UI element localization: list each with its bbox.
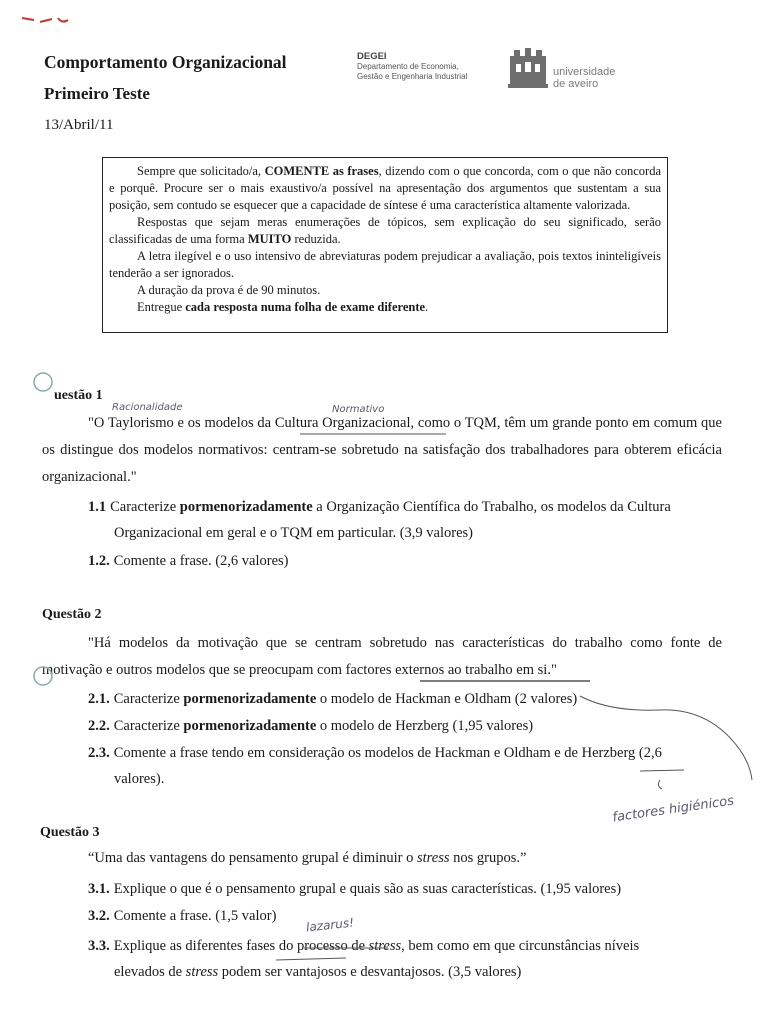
course-title: Comportamento Organizacional — [44, 52, 287, 72]
university-name — [553, 66, 615, 90]
item-text: Explique o que é o pensamento grupal e quais são as suas características. (1,95 valores) — [113, 881, 622, 897]
instruction-text: Entregue — [137, 300, 186, 314]
item-number: 3.3. — [88, 938, 110, 954]
item-text: a Organização Científica do Trabalho, os modelos da Cultura — [312, 499, 671, 515]
instruction-paragraph-4: A duração da prova é de 90 minutos. — [137, 283, 321, 297]
department-line-1: Departamento de Economia, — [357, 62, 459, 71]
item-text: , bem como em que circunstâncias níveis — [401, 938, 640, 954]
instruction-text: . — [425, 300, 429, 314]
question-1-item-2 — [88, 548, 724, 574]
item-number: 2.2. — [88, 718, 110, 734]
item-emphasis: pormenorizadamente — [183, 691, 317, 707]
instruction-text: , dizendo com o que concorda, com o que não concorda e porquê. Procure ser o mais exaustivo/a possível na apresentação dos argumentos que sustentam a sua posição, sem contudo se esquecer que a capacidade de síntese é uma característica altamente valorizada. — [109, 164, 661, 212]
instruction-text: Respostas que sejam meras enumerações de tópicos, sem explicação do seu significado, serão classificadas de uma forma — [109, 215, 661, 246]
item-number: 3.1. — [88, 881, 110, 897]
question-1-heading: uestão 1 — [54, 388, 103, 403]
instructions-box — [102, 157, 668, 333]
handwritten-note-1: Racionalidade — [112, 402, 183, 413]
instruction-paragraph-3: A letra ilegível e o uso intensivo de abreviaturas podem prejudicar a avaliação, pois textos ininteligíveis tenderão a ser ignorados. — [109, 249, 661, 280]
question-2-item-3 — [88, 740, 724, 792]
item-number: 2.1. — [88, 691, 110, 707]
question-3-heading: Questão 3 — [40, 825, 100, 840]
item-italic: stress — [368, 938, 402, 954]
department-abbr: DEGEI — [357, 51, 387, 62]
instruction-text: Sempre que solicitado/a, — [137, 164, 265, 178]
item-text-continued — [88, 959, 724, 985]
instruction-paragraph-5 — [109, 299, 661, 316]
question-3-quote — [88, 850, 526, 867]
item-text: elevados de — [114, 964, 186, 980]
exam-date: 13/Abril/11 — [44, 117, 114, 133]
item-text: Caracterize — [113, 691, 184, 707]
item-text: o modelo de Hackman e Oldham (2 valores) — [316, 691, 578, 707]
instruction-emphasis: MUITO — [247, 232, 292, 246]
question-1-quote-text: "O Taylorismo e os modelos da Cultura Organizacional, como o TQM, têm um grande ponto em comum que os distingue dos modelos normativos: centram-se sobretudo na satisfação dos trabalhadores para obterem eficácia organizacional." — [42, 415, 722, 485]
item-text: Comente a frase tendo em consideração os modelos de Hackman e Oldham e de Herzberg (2,6 — [113, 745, 662, 761]
question-2-item-2 — [88, 713, 724, 739]
quote-italic: stress — [416, 850, 450, 866]
instruction-emphasis: COMENTE as frases — [264, 164, 379, 178]
item-text: Comente a frase. (2,6 valores) — [113, 553, 289, 569]
department-block — [357, 52, 467, 82]
question-1-item-1 — [88, 494, 724, 546]
university-logo-icon — [508, 46, 548, 92]
handwritten-note-2: Normativo — [332, 404, 385, 415]
question-3-item-2 — [88, 903, 724, 929]
quote-text: “Uma das vantagens do pensamento grupal é diminuir o — [88, 850, 417, 866]
question-2-quote — [42, 630, 722, 684]
item-emphasis: pormenorizadamente — [179, 499, 313, 515]
item-number: 1.2. — [88, 553, 110, 569]
item-text: Explique as diferentes fases do processo de — [113, 938, 369, 954]
item-text: Comente a frase. (1,5 valor) — [113, 908, 277, 924]
item-text: o modelo de Herzberg (1,95 valores) — [316, 718, 534, 734]
item-number: 1.1 — [88, 499, 107, 515]
question-3-item-1 — [88, 876, 724, 902]
question-2-quote-text: "Há modelos da motivação que se centram sobretudo nas características do trabalho como fonte de motivação e outros modelos que se preocupam com factores externos ao trabalho em si." — [42, 635, 722, 678]
question-1-quote — [42, 410, 722, 491]
instruction-text: reduzida. — [291, 232, 341, 246]
handwritten-note-3: factores higiénicos — [611, 793, 735, 826]
question-2-item-1 — [88, 686, 724, 712]
exam-subtitle: Primeiro Teste — [44, 84, 150, 103]
item-number: 3.2. — [88, 908, 110, 924]
item-text-continued: Organizacional em geral e o TQM em particular. (3,9 valores) — [114, 525, 474, 541]
department-line-2: Gestão e Engenharia Industrial — [357, 72, 468, 81]
item-text: Caracterize — [113, 718, 184, 734]
item-emphasis: pormenorizadamente — [183, 718, 317, 734]
question-3-item-3 — [88, 933, 724, 985]
item-number: 2.3. — [88, 745, 110, 761]
university-name-line-1: universidade — [553, 66, 616, 78]
item-text: podem ser vantajosos e desvantajosos. (3,5 valores) — [218, 964, 522, 980]
university-name-line-2: de aveiro — [553, 78, 599, 90]
quote-text: nos grupos.” — [449, 850, 527, 866]
question-2-heading: Questão 2 — [42, 607, 102, 622]
handwritten-note-4: lazarus! — [305, 915, 355, 935]
instruction-paragraph-1 — [109, 163, 661, 214]
instruction-emphasis: cada resposta numa folha de exame diferente — [185, 300, 426, 314]
instruction-paragraph-2 — [109, 214, 661, 248]
item-italic: stress — [185, 964, 219, 980]
item-text: Caracterize — [110, 499, 180, 515]
item-text-continued: valores). — [114, 771, 165, 787]
